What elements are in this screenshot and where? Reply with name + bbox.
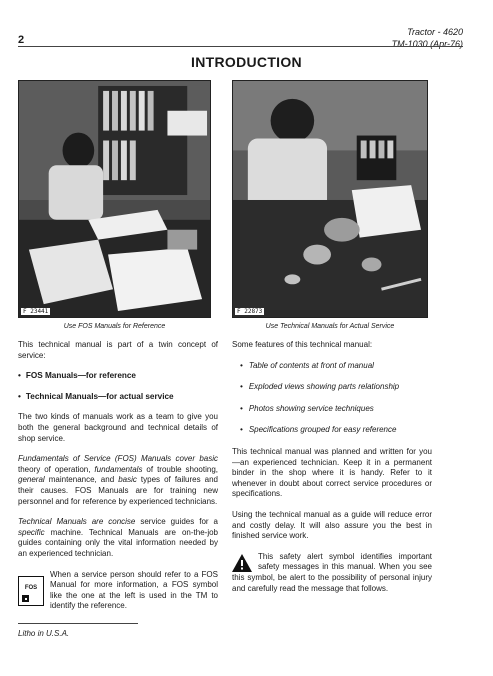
fos-symbol-label: FOS — [24, 584, 38, 591]
text-run: Fundamentals of Service (FOS) Manuals cover basic — [18, 454, 218, 464]
photo-technical-service — [232, 80, 428, 318]
left-column — [18, 340, 218, 622]
text-run: machine. Technical Manuals are on-the-job guides containing only the vital information needed by an experienced technician. — [18, 527, 218, 558]
feature-text: Specifications grouped for easy reference — [248, 425, 397, 435]
fos-symbol-paragraph: When a service person should refer to a FOS Manual for more information, a FOS symbol like the one at the left is used in the TM to identify the reference. — [50, 569, 218, 611]
fos-symbol-box — [22, 595, 29, 602]
safety-paragraph — [232, 552, 432, 594]
photo-fos-reference-image — [19, 81, 210, 317]
text-run: Technical Manuals are concise — [18, 517, 136, 527]
intro-paragraph: This technical manual is part of a twin concept of service: — [18, 340, 218, 360]
bullet-technical-manuals — [18, 392, 218, 403]
feature-text: Exploded views showing parts relationship — [248, 382, 400, 392]
figure-id-label: F 22873 — [237, 308, 263, 315]
figure-id-label: F 23441 — [23, 308, 49, 315]
text-run: types of failures and their causes. FOS Manuals are for training new personnel and for reference by experienced technicians. — [18, 475, 218, 506]
bullet-dot: • — [18, 371, 21, 381]
features-intro: Some features of this technical manual: — [232, 340, 373, 349]
caption-fos-reference: Use FOS Manuals for Reference — [63, 323, 166, 330]
text-run: general — [18, 475, 45, 485]
page-title: INTRODUCTION — [191, 54, 302, 70]
caption-technical-service: Use Technical Manuals for Actual Service — [265, 323, 395, 330]
feature-item — [240, 382, 432, 393]
planned-paragraph: This technical manual was planned and written for you—an experienced technician. Keep it in a permanent binder in the shop where it is handy. Refer to it whenever in doubt about correct service procedures or specifications. — [232, 446, 432, 499]
footer-rule — [18, 623, 138, 624]
text-run: specific — [18, 527, 45, 537]
bullet-text: Technical Manuals—for actual service — [25, 391, 174, 401]
fos-symbol-icon — [18, 576, 44, 606]
feature-text: Table of contents at front of manual — [248, 360, 374, 370]
text-run: theory of operation, — [18, 464, 95, 474]
right-column — [232, 340, 432, 604]
bullet-dot: • — [240, 382, 243, 392]
bullet-dot: • — [18, 391, 21, 401]
text-run: service guides for a — [135, 517, 218, 527]
header-manual-id: TM-1030 (Apr-76) — [391, 39, 463, 49]
text-run: of trouble shooting, — [142, 464, 218, 474]
footer-text: Litho in U.S.A. — [18, 629, 70, 638]
bullet-dot: • — [240, 360, 243, 370]
bullet-dot: • — [240, 425, 243, 435]
safety-text: This safety alert symbol identifies important safety messages in this manual. When you see this symbol, be alert to the possibility of personal injury and carefully read the message that follows. — [232, 551, 432, 593]
feature-item — [240, 404, 432, 415]
header-rule — [18, 46, 463, 47]
using-paragraph: Using the technical manual as a guide will reduce error and costly delay. It will also assure you the best in finished service work. — [232, 509, 432, 541]
text-run: maintenance, and — [44, 475, 119, 485]
bullet-dot: • — [240, 403, 243, 413]
feature-item — [240, 361, 432, 372]
fos-paragraph — [18, 454, 218, 507]
feature-item — [240, 425, 432, 436]
feature-text: Photos showing service techniques — [248, 403, 374, 413]
photo-fos-reference — [18, 80, 211, 318]
bullet-text: FOS Manuals—for reference — [25, 371, 136, 381]
text-run: basic — [118, 475, 137, 485]
safety-alert-icon — [232, 554, 252, 572]
photo-technical-service-image — [233, 81, 427, 317]
tm-paragraph — [18, 517, 218, 559]
fos-symbol-block — [18, 570, 218, 622]
page-number: 2 — [18, 34, 25, 46]
bullet-fos-manuals — [18, 371, 218, 382]
text-run: fundamentals — [94, 464, 143, 474]
header-model: Tractor - 4620 — [407, 27, 463, 37]
team-paragraph: The two kinds of manuals work as a team to give you both the general background and technical details of shop service. — [18, 412, 218, 443]
